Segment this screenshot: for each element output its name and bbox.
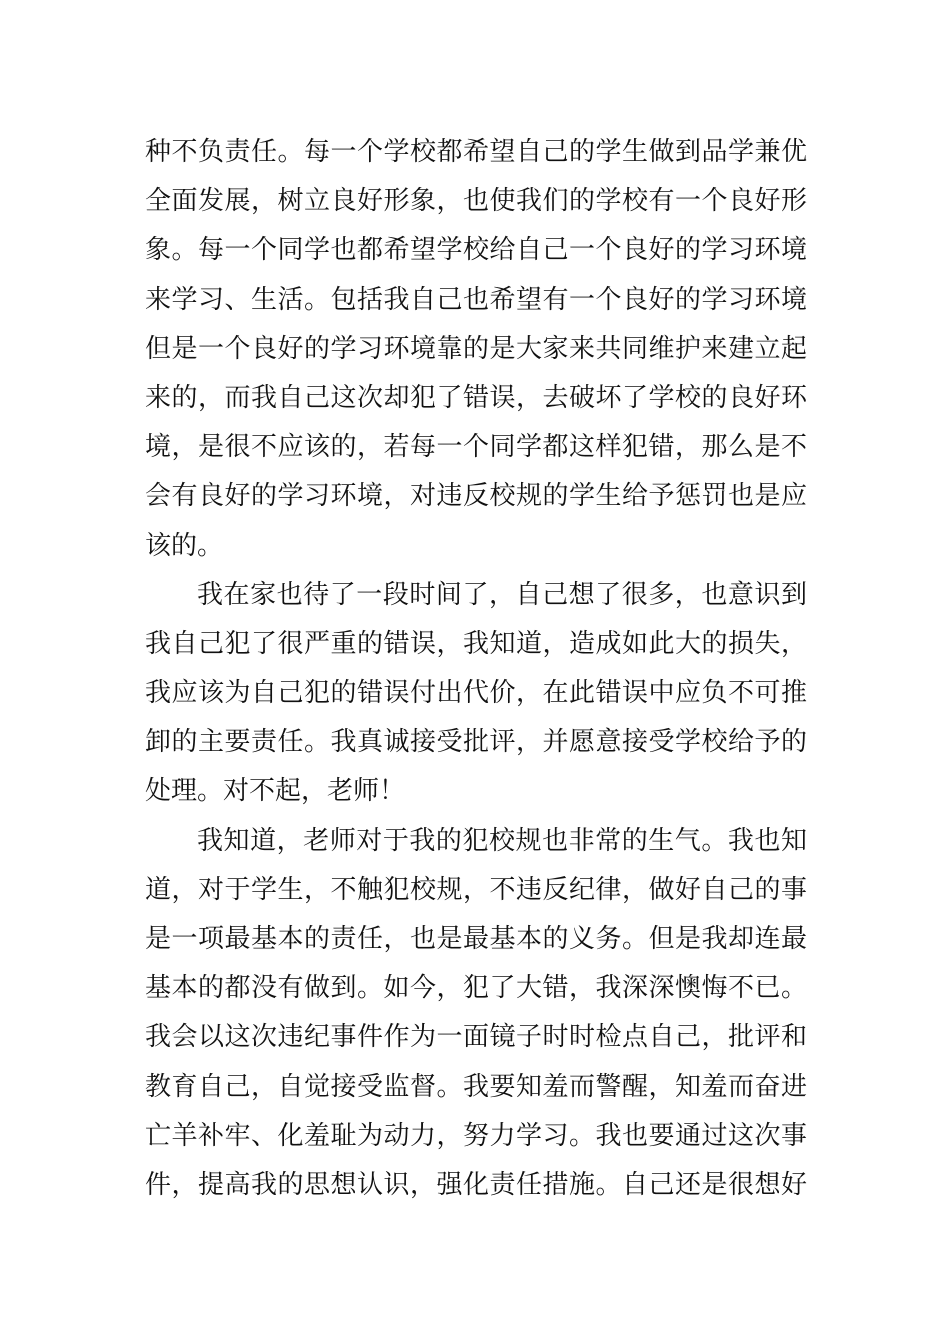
text-line: 种不负责任。每一个学校都希望自己的学生做到品学兼优 xyxy=(145,137,807,167)
text-line: 来学习、生活。包括我自己也希望有一个良好的学习环境 xyxy=(145,284,807,315)
text-line: 会有良好的学习环境，对违反校规的学生给予惩罚也是应 xyxy=(145,481,807,512)
text-line: 卸的主要责任。我真诚接受批评，并愿意接受学校给予的 xyxy=(145,727,807,758)
text-line: 处理。对不起，老师！ xyxy=(145,776,406,807)
text-line: 我在家也待了一段时间了，自己想了很多，也意识到 xyxy=(197,579,807,610)
text-line: 全面发展，树立良好形象，也使我们的学校有一个良好形 xyxy=(145,186,807,217)
text-line: 是一项最基本的责任，也是最基本的义务。但是我却连最 xyxy=(145,924,807,954)
text-line: 象。每一个同学也都希望学校给自己一个良好的学习环境 xyxy=(145,235,807,266)
text-line: 我会以这次违纪事件作为一面镜子时时检点自己，批评和 xyxy=(145,1022,807,1053)
text-line: 我应该为自己犯的错误付出代价，在此错误中应负不可推 xyxy=(145,678,807,709)
text-line: 教育自己，自觉接受监督。我要知羞而警醒，知羞而奋进 xyxy=(145,1071,807,1102)
text-line: 我知道，老师对于我的犯校规也非常的生气。我也知 xyxy=(197,825,807,856)
text-line: 道，对于学生，不触犯校规，不违反纪律，做好自己的事 xyxy=(145,874,807,905)
document-body xyxy=(145,128,807,1210)
text-line: 来的，而我自己这次却犯了错误，去破坏了学校的良好环 xyxy=(145,382,807,413)
text-line: 亡羊补牢、化羞耻为动力，努力学习。我也要通过这次事 xyxy=(145,1120,807,1151)
text-line: 但是一个良好的学习环境靠的是大家来共同维护来建立起 xyxy=(145,333,807,364)
text-line: 该的。 xyxy=(145,530,224,561)
text-line: 境，是很不应该的，若每一个同学都这样犯错，那么是不 xyxy=(145,432,807,463)
text-line: 件，提高我的思想认识，强化责任措施。自己还是很想好 xyxy=(145,1169,807,1200)
text-line: 我自己犯了很严重的错误，我知道，造成如此大的损失， xyxy=(145,628,807,659)
text-line: 基本的都没有做到。如今，犯了大错，我深深懊悔不已。 xyxy=(145,973,807,1004)
